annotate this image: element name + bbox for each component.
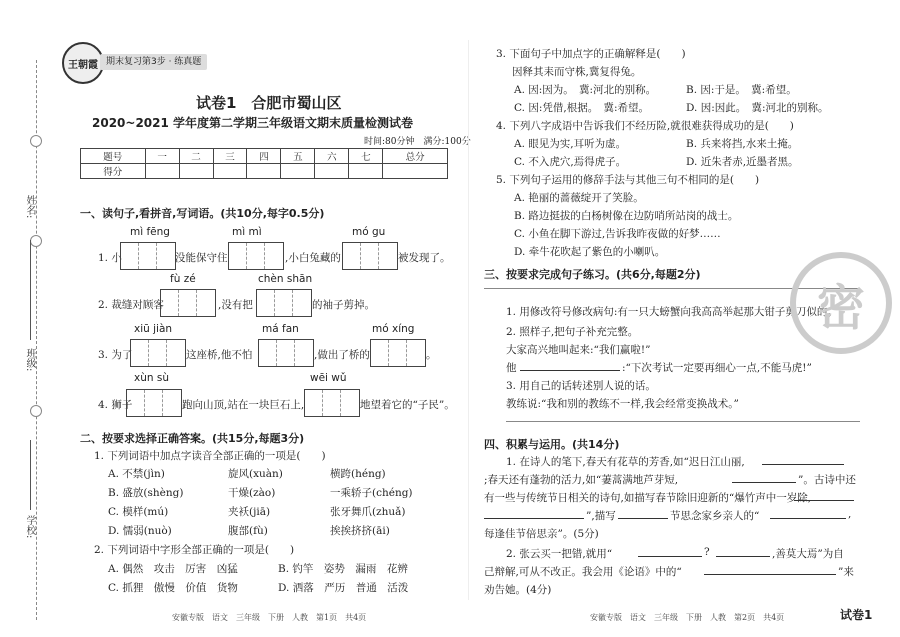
q-text: 4. 狮子 (98, 399, 133, 411)
answer-blank[interactable] (484, 508, 584, 519)
option[interactable]: A. 眼见为实,耳听为虚。 (514, 138, 627, 150)
answer-grid[interactable] (160, 289, 216, 317)
brand-logo: 王朝霞 (62, 42, 104, 84)
option[interactable]: A. 不禁(jìn) (108, 468, 165, 480)
q-text: ”,描写 (586, 510, 616, 522)
option[interactable]: 横跨(héng) (330, 468, 386, 480)
q-text: 2. 裁缝对顾客 (98, 299, 164, 311)
q-text: 5. 下列句子运用的修辞手法与其他三句不相同的是( ) (496, 174, 760, 186)
answer-blank[interactable] (520, 360, 620, 371)
q-text: 3. 下面句子中加点字的正确解释是( ) (496, 48, 686, 60)
q-text: ,做出了桥的 (314, 349, 370, 361)
q-text: 被发现了。 (398, 252, 451, 264)
exam-title: 试卷1 合肥市蜀山区 (196, 94, 342, 112)
binding-hole (30, 135, 42, 147)
q-text: 他 (506, 362, 517, 374)
class-label: 班级: (24, 348, 35, 372)
q-text: 有一些与传统节日相关的诗句,如描写春节除旧迎新的“爆竹声中一岁除, (484, 492, 812, 504)
score-cell: 七 (349, 149, 383, 164)
score-input-cell[interactable] (349, 164, 383, 179)
q-text: 没能保守住 (175, 252, 228, 264)
section-2-heading: 二、按要求选择正确答案。(共15分,每题3分) (80, 432, 305, 445)
answer-blank[interactable] (794, 490, 854, 501)
q-text: 每逢佳节倍思亲”。(5分) (484, 528, 599, 540)
q-text: 1. 在诗人的笔下,春天有花草的芳香,如“迟日江山丽, (506, 456, 745, 468)
seal-watermark: 密 (790, 252, 892, 354)
binding-hole (30, 235, 42, 247)
score-input-cell[interactable] (213, 164, 247, 179)
option[interactable]: B. 因:于是。 冀:希望。 (686, 84, 797, 96)
name-label: 姓名: (24, 195, 35, 219)
q-text: :“下次考试一定要再细心一点,不能马虎!” (622, 362, 812, 374)
q-text: 劝告她。(4分) (484, 584, 552, 596)
pinyin: mó xíng (372, 323, 415, 335)
quote: 因释其耒而守株,冀复得兔。 (512, 66, 642, 78)
score-table-score-row (81, 164, 448, 179)
option[interactable]: D. 因:因此。 冀:河北的别称。 (686, 102, 829, 114)
answer-grid[interactable] (256, 289, 312, 317)
answer-grid[interactable] (304, 389, 360, 417)
q-text: ”来 (838, 566, 854, 578)
option[interactable]: C. 小鱼在脚下游过,告诉我昨夜做的好梦…… (514, 228, 721, 240)
option[interactable]: C. 模样(mú) (108, 506, 169, 518)
score-cell: 二 (179, 149, 213, 164)
school-label: 学校: (24, 515, 35, 539)
class-line (30, 300, 31, 340)
q-text: ,没有把 (218, 299, 253, 311)
option[interactable]: B. 路边挺拔的白杨树像在边防哨所站岗的战士。 (514, 210, 739, 222)
score-input-cell[interactable] (145, 164, 179, 179)
example-text: 教练说:“我和别的教练不一样,我会经常变换战术。” (506, 398, 739, 410)
q-text: 这座桥,他不怕 (186, 349, 253, 361)
pinyin: xùn sù (134, 372, 169, 384)
answer-blank[interactable] (732, 472, 796, 483)
score-cell: 三 (213, 149, 247, 164)
q-text: 3. 用自己的话转述别人说的话。 (506, 380, 656, 392)
name-line (30, 240, 31, 300)
score-cell: 总分 (383, 149, 448, 164)
answer-blank[interactable] (716, 546, 770, 557)
q-text: 3. 为了 (98, 349, 133, 361)
q-text: 己辩解,可从不改正。我会用《论语》中的“ (484, 566, 682, 578)
section-1-heading: 一、读句子,看拼音,写词语。(共10分,每字0.5分) (80, 207, 325, 220)
option[interactable]: D. 牵牛花吹起了紫色的小喇叭。 (514, 246, 666, 258)
q-text: 2. 下列词语中字形全部正确的一项是( ) (94, 544, 295, 556)
q-text: ,善莫大焉”为自 (772, 548, 844, 560)
step-banner: 期末复习第3步 · 练真题 (100, 54, 207, 70)
q-text: ? (704, 546, 710, 558)
section-3-heading: 三、按要求完成句子练习。(共6分,每题2分) (484, 268, 701, 281)
time-score: 时间:80分钟 满分:100分 (364, 137, 471, 147)
score-cell: 题号 (81, 149, 146, 164)
q-text: 跑向山顶,站在一块巨石上, (182, 399, 305, 411)
answer-blank[interactable] (618, 508, 668, 519)
answer-line[interactable] (506, 421, 860, 422)
q-text: , (848, 508, 852, 520)
option[interactable]: A. 艳丽的蔷薇绽开了笑脸。 (514, 192, 644, 204)
pinyin: wēi wǔ (310, 372, 347, 384)
footer-tag: 试卷1 (840, 608, 873, 622)
option[interactable]: A. 因:因为。 冀:河北的别称。 (514, 84, 657, 96)
option[interactable]: C. 因:凭借,根据。 冀:希望。 (514, 102, 649, 114)
option[interactable]: C. 抓狸 傲慢 价值 货物 (108, 582, 238, 594)
option[interactable]: D. 懦弱(nuò) (108, 525, 172, 537)
answer-grid[interactable] (126, 389, 182, 417)
exam-subtitle: 2020~2021 学年度第二学期三年级语文期末质量检测试卷 (92, 116, 414, 130)
q-text: ”。古诗中还 (798, 474, 856, 486)
column-divider (468, 40, 469, 600)
option[interactable]: 挨挨挤挤(āi) (330, 525, 390, 537)
score-row-label: 得分 (81, 164, 146, 179)
option[interactable]: D. 洒落 严历 普通 活泼 (278, 582, 409, 594)
answer-grid[interactable] (342, 242, 398, 270)
score-input-cell[interactable] (281, 164, 315, 179)
example-text: 大家高兴地叫起来:“我们赢啦!” (506, 344, 651, 356)
option[interactable]: 干燥(zào) (228, 487, 276, 499)
option[interactable]: B. 兵来将挡,水来土掩。 (686, 138, 799, 150)
option[interactable]: B. 盛放(shèng) (108, 487, 184, 499)
option[interactable]: 夹袄(jiā) (228, 506, 271, 518)
option[interactable]: 腹部(fù) (228, 525, 268, 537)
pinyin: má fan (262, 323, 299, 335)
q-text: 。 (426, 349, 437, 361)
q-text: 2. 照样子,把句子补充完整。 (506, 326, 639, 338)
q-text: ,小白兔藏的 (285, 252, 341, 264)
score-cell: 一 (145, 149, 179, 164)
q-text: 地望着它的“子民”。 (360, 399, 455, 411)
option[interactable]: C. 不入虎穴,焉得虎子。 (514, 156, 627, 168)
option[interactable]: A. 偶然 攻击 厉害 凶猛 (108, 563, 238, 575)
q-text: 节思念家乡亲人的“ (670, 510, 760, 522)
footer-left: 安徽专版 语文 三年级 下册 人教 第1页 共4页 (172, 613, 367, 622)
pinyin: mì mì (232, 226, 262, 238)
score-input-cell[interactable] (383, 164, 448, 179)
score-input-cell[interactable] (315, 164, 349, 179)
score-table (80, 148, 448, 179)
answer-grid[interactable] (258, 339, 314, 367)
pinyin: chèn shān (258, 273, 313, 285)
answer-blank[interactable] (770, 508, 846, 519)
score-input-cell[interactable] (179, 164, 213, 179)
pinyin: fù zé (170, 273, 196, 285)
answer-grid[interactable] (228, 242, 284, 270)
q-text: 的袖子剪掉。 (312, 299, 375, 311)
score-table-header-row (81, 149, 448, 164)
option[interactable]: 旋风(xuàn) (228, 468, 283, 480)
q-text: ;春天还有蓬勃的活力,如“萋蒿满地芦芽短, (484, 474, 679, 486)
q-text: 2. 张云买一把错,就用“ (506, 548, 613, 560)
option[interactable]: D. 近朱者赤,近墨者黑。 (686, 156, 799, 168)
answer-blank[interactable] (638, 546, 702, 557)
option[interactable]: B. 钓竿 姿势 漏雨 花辨 (278, 563, 408, 575)
q-text: 4. 下列八字成语中告诉我们不经历险,就很难获得成功的是( ) (496, 120, 794, 132)
q-text: 1. 小 (98, 252, 122, 264)
pinyin: mì fēng (130, 226, 170, 238)
footer-right: 安徽专版 语文 三年级 下册 人教 第2页 共4页 (590, 613, 785, 622)
answer-blank[interactable] (762, 454, 844, 465)
score-cell: 六 (315, 149, 349, 164)
option[interactable]: 张牙舞爪(zhuǎ) (330, 506, 406, 518)
q-text: 1. 用修改符号修改病句:有一只大螃蟹向我高高举起那大钳子剪刀似的。 (506, 306, 838, 318)
answer-grid[interactable] (370, 339, 426, 367)
pinyin: xiū jiàn (134, 323, 173, 335)
score-input-cell[interactable] (247, 164, 281, 179)
pinyin: mó gu (352, 226, 386, 238)
answer-blank[interactable] (704, 564, 836, 575)
score-cell: 四 (247, 149, 281, 164)
score-cell: 五 (281, 149, 315, 164)
q-text: 1. 下列词语中加点字读音全部正确的一项是( ) (94, 450, 326, 462)
answer-grid[interactable] (130, 339, 186, 367)
answer-grid[interactable] (120, 242, 176, 270)
section-4-heading: 四、积累与运用。(共14分) (484, 438, 620, 451)
option[interactable]: 一乘轿子(chéng) (330, 487, 413, 499)
school-line (30, 440, 31, 510)
binding-hole (30, 405, 42, 417)
